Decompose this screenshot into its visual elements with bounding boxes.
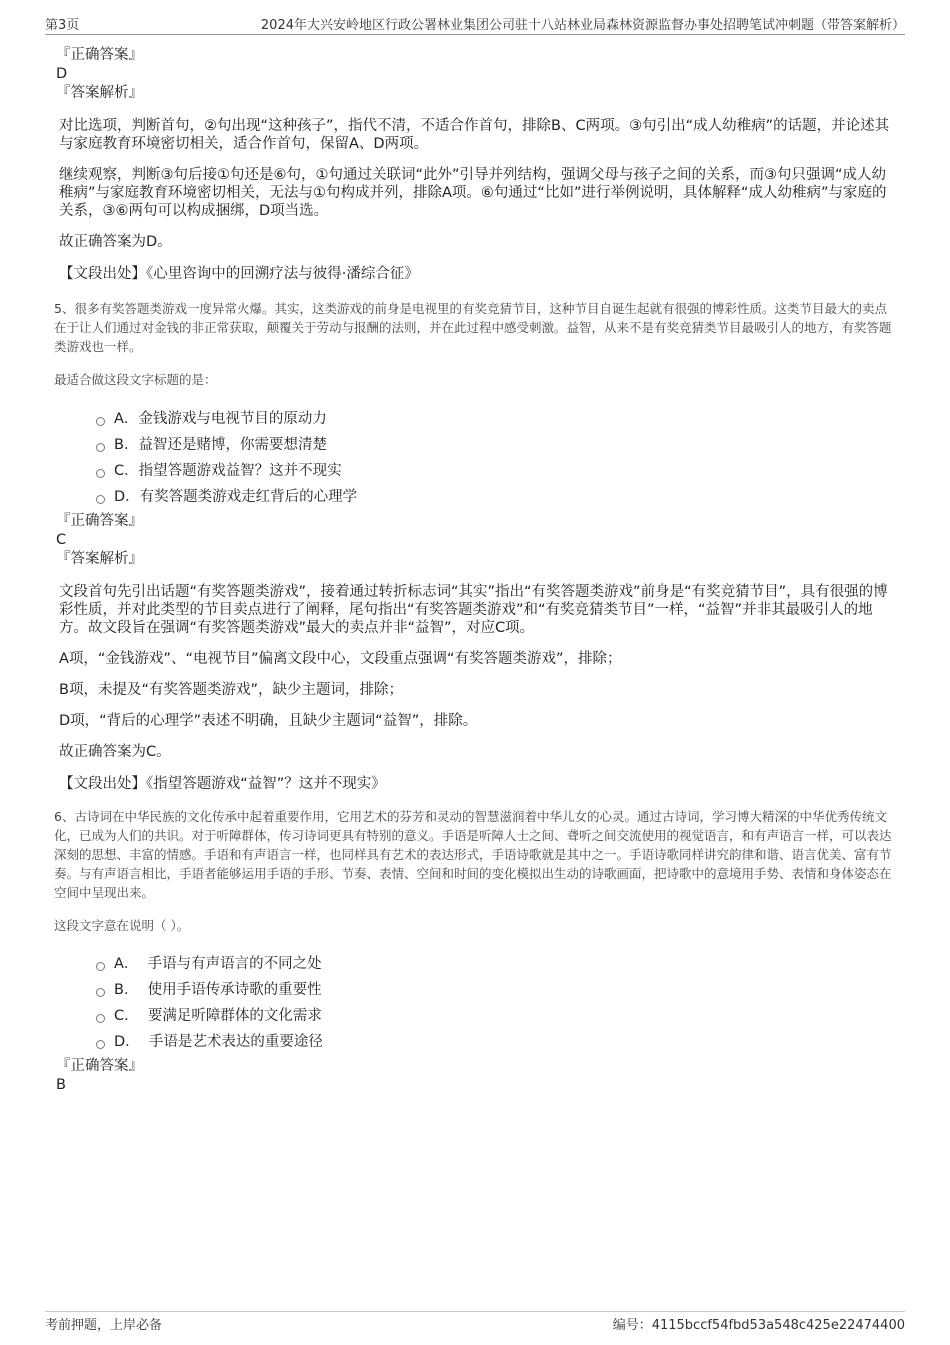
option-d[interactable] xyxy=(96,1029,896,1055)
option-b[interactable] xyxy=(96,977,896,1003)
document-body xyxy=(56,46,896,1095)
option-b[interactable] xyxy=(96,432,896,458)
page-footer xyxy=(45,1311,905,1334)
analysis-label: 『答案解析』 xyxy=(56,551,143,567)
question-5-text: 5、很多有奖答题类游戏一度异常火爆。其实，这类游戏的前身是电视里的有奖竞猜节目，这种节目自诞生起就有很强的博彩性质。这类节目最大的卖点在于让人们通过对金钱的非正常获取，颠覆关于劳动与报酬的法则，并在此过程中感受刺激。益智，从来不是有奖竞猜类节目最吸引人的地方，有奖答题类游戏也一样。 xyxy=(54,301,892,354)
option-a[interactable] xyxy=(96,406,896,432)
option-a[interactable] xyxy=(96,951,896,977)
document-id: 编号：4115bccf54fbd53a548c425e22474400 xyxy=(612,1318,905,1333)
radio-icon[interactable] xyxy=(96,1014,105,1023)
option-label: C．指望答题游戏益智？这并不现实 xyxy=(114,463,342,479)
page-header xyxy=(45,14,905,35)
passage-source: 【文段出处】《指望答题游戏“益智”？这并不现实》 xyxy=(59,776,386,792)
radio-icon[interactable] xyxy=(96,417,105,426)
radio-icon[interactable] xyxy=(96,988,105,997)
document-title: 2024年大兴安岭地区行政公署林业集团公司驻十八站林业局森林资源监督办事处招聘笔试冲刺题（带答案解析） xyxy=(260,18,905,33)
footer-slogan: 考前押题，上岸必备 xyxy=(45,1318,163,1333)
correct-answer-label: 『正确答案』 xyxy=(56,1058,143,1074)
analysis-paragraph: A项，“金钱游戏”、“电视节目”偏离文段中心，文段重点强调“有奖答题类游戏”，排除； xyxy=(59,651,622,667)
correct-answer-label: 『正确答案』 xyxy=(56,47,143,63)
correct-answer: D xyxy=(56,66,68,82)
option-c[interactable] xyxy=(96,1003,896,1029)
radio-icon[interactable] xyxy=(96,1040,105,1049)
option-d[interactable] xyxy=(96,484,896,510)
option-label: A． 手语与有声语言的不同之处 xyxy=(114,956,322,972)
correct-answer: B xyxy=(56,1077,66,1093)
radio-icon[interactable] xyxy=(96,443,105,452)
correct-answer-label: 『正确答案』 xyxy=(56,513,143,529)
page-number: 第3页 xyxy=(45,18,80,33)
option-label: A．金钱游戏与电视节目的原动力 xyxy=(114,411,327,427)
radio-icon[interactable] xyxy=(96,495,105,504)
analysis-paragraph: 继续观察，判断③句后接①句还是⑥句，①句通过关联词“此外”引导并列结构，强调父母与孩子之间的关系，而③句只强调“成人幼稚病”与家庭教育环境密切相关，无法与①句构成并列，排除A项。⑥句通过“比如”进行举例说明，具体解释“成人幼稚病”与家庭的关系，③⑥两句可以构成捆绑，D项当选。 xyxy=(59,167,887,219)
passage-source: 【文段出处】《心里咨询中的回溯疗法与彼得·潘综合征》 xyxy=(59,266,419,282)
analysis-label: 『答案解析』 xyxy=(56,85,143,101)
question-6-stem: 这段文字意在说明（ ）。 xyxy=(54,918,190,933)
option-label: D．有奖答题类游戏走红背后的心理学 xyxy=(114,489,358,505)
analysis-paragraph: 文段首句先引出话题“有奖答题类游戏”，接着通过转折标志词“其实”指出“有奖答题类游戏”前身是“有奖竞猜节目”，具有很强的博彩性质，并对此类型的节目卖点进行了阐释，尾句指出“有奖答题类游戏”和“有奖竞猜类节目”一样，“益智”并非其最吸引人的地方。故文段旨在强调“有奖答题类游戏”最大的卖点并非“益智”，对应C项。 xyxy=(59,584,888,636)
question-5-stem: 最适合做这段文字标题的是： xyxy=(54,372,217,387)
radio-icon[interactable] xyxy=(96,962,105,971)
option-label: B． 使用手语传承诗歌的重要性 xyxy=(114,982,322,998)
question-6-text: 6、古诗词在中华民族的文化传承中起着重要作用，它用艺术的芬芳和灵动的智慧滋润着中华儿女的心灵。通过古诗词，学习博大精深的中华优秀传统文化，已成为人们的共识。对于听障群体，传习诗词更具有特别的意义。手语是听障人士之间、聋听之间交流使用的视觉语言，和有声语言一样，可以表达深刻的思想、丰富的情感。手语和有声语言一样，也同样具有艺术的表达形式，手语诗歌就是其中之一。手语诗歌同样讲究韵律和谐、语言优美、富有节奏。与有声语言相比，手语者能够运用手语的手形、节奏、表情、空间和时间的变化模拟出生动的诗歌画面，把诗歌中的意境用手势、表情和身体姿态在空间中呈现出来。 xyxy=(54,809,892,900)
analysis-conclusion: 故正确答案为D。 xyxy=(59,234,172,250)
option-label: D． 手语是艺术表达的重要途径 xyxy=(114,1034,323,1050)
analysis-paragraph: D项，“背后的心理学”表述不明确，且缺少主题词“益智”，排除。 xyxy=(59,713,478,729)
question-6-options xyxy=(96,951,896,1055)
option-c[interactable] xyxy=(96,458,896,484)
analysis-paragraph: 对比选项，判断首句，②句出现“这种孩子”，指代不清，不适合作首句，排除B、C两项。③句引出“成人幼稚病”的话题，并论述其与家庭教育环境密切相关，适合作首句，保留A、D两项。 xyxy=(59,118,890,152)
correct-answer: C xyxy=(56,532,67,548)
analysis-paragraph: B项，未提及“有奖答题类游戏”，缺少主题词，排除； xyxy=(59,682,403,698)
radio-icon[interactable] xyxy=(96,469,105,478)
option-label: B．益智还是赌博，你需要想清楚 xyxy=(114,437,327,453)
analysis-conclusion: 故正确答案为C。 xyxy=(59,744,171,760)
option-label: C． 要满足听障群体的文化需求 xyxy=(114,1008,322,1024)
question-5-options xyxy=(96,406,896,510)
